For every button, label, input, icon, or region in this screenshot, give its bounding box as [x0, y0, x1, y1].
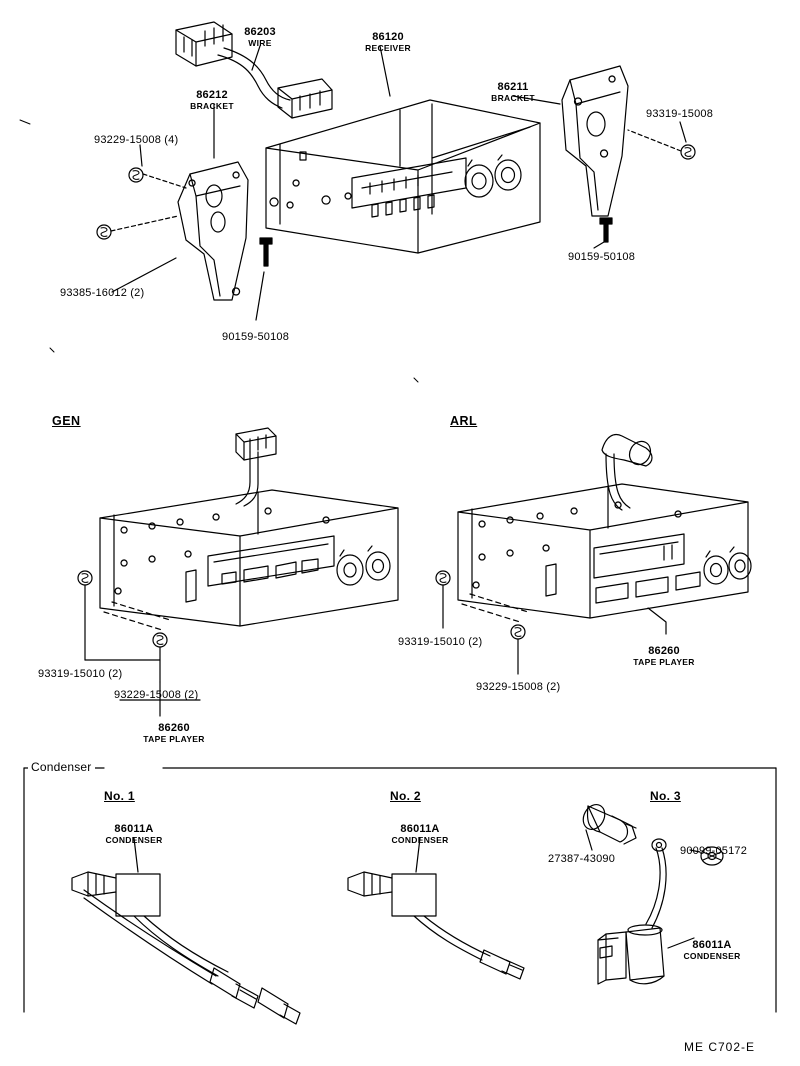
label-86011A-condenser-2: 86011A CONDENSER	[391, 823, 449, 845]
label-arl-86260-tape-player: 86260 TAPE PLAYER	[633, 645, 695, 667]
fasteners-top	[97, 46, 695, 320]
condenser-leaders	[134, 830, 700, 948]
label-93319-15008: 93319-15008	[646, 108, 714, 120]
diagram-code: ME C702-E	[684, 1040, 756, 1054]
scan-marks	[20, 120, 418, 382]
group-title-arl: ARL	[450, 414, 478, 428]
label-86211-bracket: 86211 BRACKET	[491, 81, 535, 103]
label-93385-16012-qty2: 93385-16012 (2)	[60, 287, 145, 299]
condenser-no3-title: No. 3	[650, 789, 681, 803]
label-86120-receiver: 86120 RECEIVER	[365, 31, 411, 53]
receiver-unit	[266, 100, 540, 253]
label-86203-wire: 86203 WIRE	[244, 26, 276, 48]
label-gen-93229-15008: 93229-15008 (2)	[114, 689, 199, 701]
section-title-condenser: Condenser	[28, 760, 95, 774]
group-title-gen: GEN	[52, 414, 81, 428]
label-arl-93229-15008: 93229-15008 (2)	[476, 681, 561, 693]
gen-tape-player	[78, 428, 398, 716]
label-86011A-condenser-1: 86011A CONDENSER	[105, 823, 163, 845]
label-90159-50108-right: 90159-50108	[568, 251, 636, 263]
label-gen-86260-tape-player: 86260 TAPE PLAYER	[143, 722, 205, 744]
label-27387-43090: 27387-43090	[548, 853, 616, 865]
condenser-no2-title: No. 2	[390, 789, 421, 803]
bracket-right	[562, 66, 628, 216]
label-gen-93319-15010: 93319-15010 (2)	[38, 668, 123, 680]
label-86212-bracket: 86212 BRACKET	[190, 89, 234, 111]
condenser-no1-title: No. 1	[104, 789, 135, 803]
arl-tape-player	[436, 435, 751, 674]
condenser-frame	[24, 768, 776, 1012]
label-93229-15008-qty4: 93229-15008 (4)	[94, 134, 179, 146]
label-90159-50108-bottom: 90159-50108	[222, 331, 290, 343]
label-86011A-condenser-3: 86011A CONDENSER	[683, 939, 741, 961]
condenser-no1	[72, 872, 300, 1024]
condenser-no2	[348, 872, 524, 979]
label-90099-05172: 90099-05172	[680, 845, 748, 857]
label-arl-93319-15010: 93319-15010 (2)	[398, 636, 483, 648]
bracket-left	[178, 162, 248, 300]
